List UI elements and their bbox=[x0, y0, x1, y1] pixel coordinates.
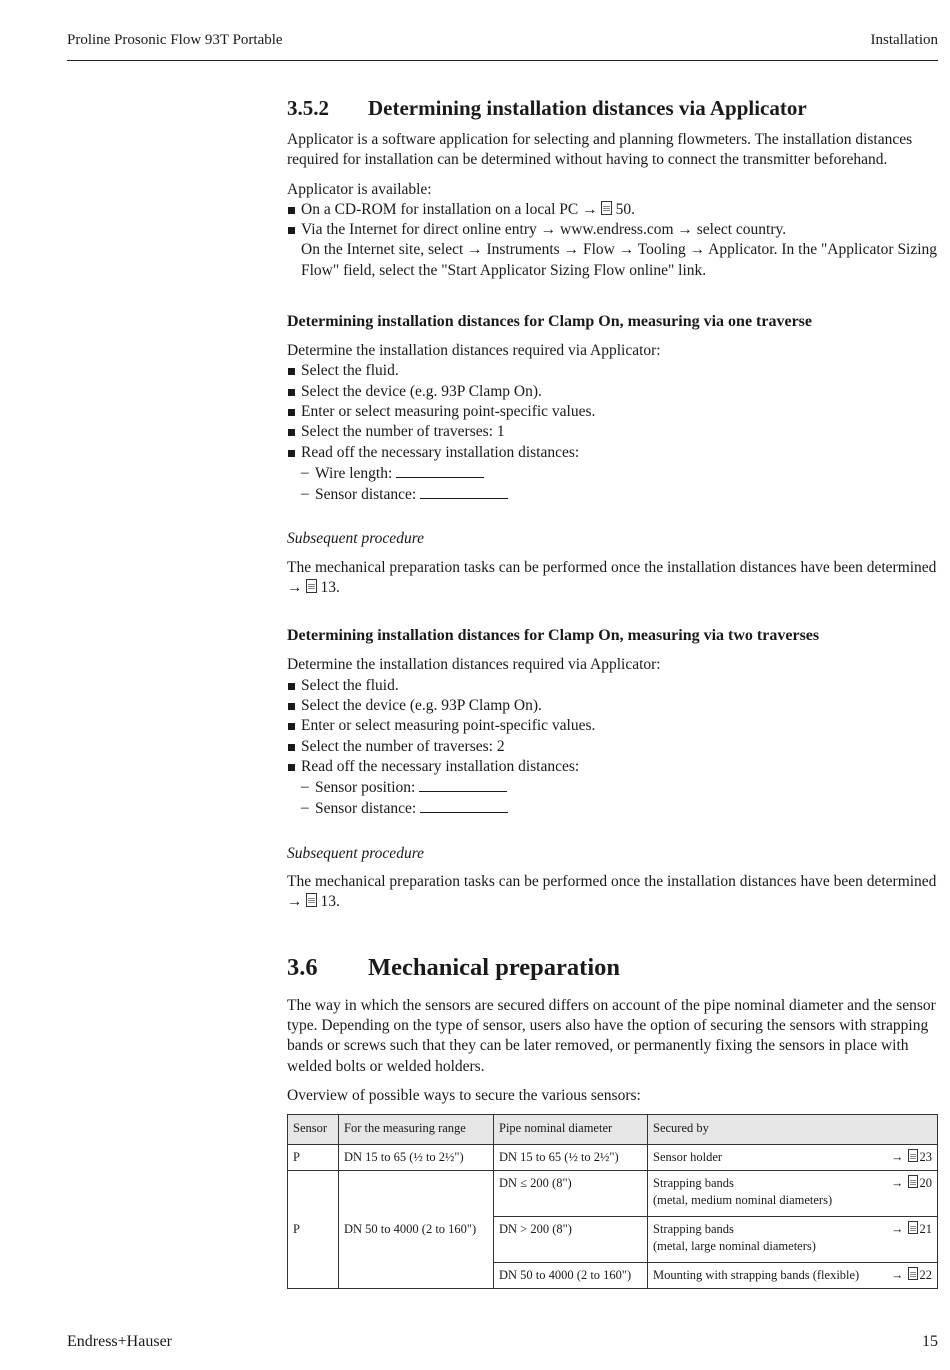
page-reference-icon bbox=[306, 893, 317, 907]
two-traverses-lead: Determine the installation distances required via Applicator: bbox=[287, 656, 661, 674]
section-36-paragraph: The way in which the sensors are secured differs on account of the pipe nominal diameter and the sensor type. Depending on the type of sensor, users also have the option of securing the sensors with strapping bands or screws such that they can be later removed, or permanently fixing the sensors in place with welded bolts or welded holders. bbox=[287, 996, 936, 1075]
procedure-text: The mechanical preparation tasks can be performed once the installation distances have been determined → 13. bbox=[287, 558, 937, 597]
one-traverse-heading: Determining installation distances for Clamp On, measuring via one traverse bbox=[287, 313, 813, 331]
list-item: Select the fluid. bbox=[287, 361, 938, 381]
table-header-cell: Sensor bbox=[288, 1115, 339, 1145]
table-cell: DN > 200 (8") bbox=[494, 1217, 648, 1263]
section-352-intro: Applicator is a software application for selecting and planning flowmeters. The installation distances required for installation can be determined without having to connect the transmitter beforehand. bbox=[287, 131, 913, 169]
blank-line bbox=[396, 463, 484, 478]
list-item: Enter or select measuring point-specific values. bbox=[287, 402, 938, 422]
list-item: On a CD-ROM for installation on a local PC → 50. bbox=[287, 200, 938, 220]
header-section: Installation bbox=[870, 32, 938, 48]
page-reference-icon bbox=[908, 1149, 918, 1162]
two-traverses-values bbox=[287, 777, 938, 820]
page-reference: → 23 bbox=[891, 1150, 932, 1164]
page-header bbox=[67, 30, 938, 61]
page-reference-icon bbox=[908, 1221, 918, 1234]
table-cell: → 21 Strapping bands (metal, large nominal diameters) bbox=[648, 1217, 938, 1263]
available-label: Applicator is available: bbox=[287, 180, 432, 198]
table-cell: DN 15 to 65 (½ to 2½") bbox=[494, 1145, 648, 1171]
availability-list bbox=[287, 200, 938, 281]
table-cell: DN ≤ 200 (8") bbox=[494, 1171, 648, 1217]
section-352-heading bbox=[287, 94, 938, 122]
bullet-icon bbox=[288, 389, 295, 396]
table-cell: DN 15 to 65 (½ to 2½") bbox=[339, 1145, 494, 1171]
bullet-icon bbox=[288, 429, 295, 436]
page-reference: → 20 bbox=[891, 1176, 932, 1190]
table-cell: P bbox=[288, 1171, 339, 1289]
page-ref: 50. bbox=[615, 200, 635, 218]
page-reference-icon bbox=[908, 1267, 918, 1280]
list-item: Via the Internet for direct online entry → www.endress.com → select country. On the Internet site, select → Instruments → Flow → Tooling → Applicator. In the "Applicator Sizing Flow" field, select the "Start Applicator Sizing Flow online" link. bbox=[287, 220, 938, 281]
table-cell: DN 50 to 4000 (2 to 160") bbox=[339, 1171, 494, 1289]
bullet-icon bbox=[288, 227, 295, 234]
bullet-icon bbox=[288, 703, 295, 710]
bullet-icon bbox=[288, 207, 295, 214]
one-traverse-steps bbox=[287, 361, 938, 462]
sub-list-item: – Sensor position: bbox=[287, 777, 938, 798]
table-cell: → 20 Strapping bands (metal, medium nominal diameters) bbox=[648, 1171, 938, 1217]
page-reference: → 21 bbox=[891, 1222, 932, 1236]
table-header-cell: Secured by bbox=[648, 1115, 938, 1145]
table-header-row bbox=[288, 1115, 938, 1145]
blank-line bbox=[420, 798, 508, 813]
one-traverse-lead: Determine the installation distances required via Applicator: bbox=[287, 342, 661, 360]
table-cell: P bbox=[288, 1145, 339, 1171]
bullet-icon bbox=[288, 450, 295, 457]
list-item: Select the number of traverses: 1 bbox=[287, 422, 938, 442]
procedure-text: The mechanical preparation tasks can be performed once the installation distances have been determined → 13. bbox=[287, 873, 937, 911]
bullet-icon bbox=[288, 368, 295, 375]
list-item: Select the device (e.g. 93P Clamp On). bbox=[287, 696, 938, 716]
blank-line bbox=[419, 777, 507, 792]
table-row bbox=[288, 1145, 938, 1171]
page-reference-icon bbox=[306, 579, 317, 593]
one-traverse-values bbox=[287, 463, 938, 506]
table-header-cell: For the measuring range bbox=[339, 1115, 494, 1145]
sub-list-item: – Sensor distance: bbox=[287, 798, 938, 819]
sub-list-item: – Sensor distance: bbox=[287, 484, 938, 505]
bullet-icon bbox=[288, 683, 295, 690]
section-36-heading bbox=[287, 952, 938, 984]
table-cell: → 22 Mounting with strapping bands (flexible) bbox=[648, 1263, 938, 1289]
bullet-icon bbox=[288, 744, 295, 751]
bullet-icon bbox=[288, 723, 295, 730]
table-cell: Sensor holder → 23 bbox=[648, 1145, 938, 1171]
list-item: Read off the necessary installation distances: bbox=[287, 443, 938, 463]
table-header-cell: Pipe nominal diameter bbox=[494, 1115, 648, 1145]
overview-text: Overview of possible ways to secure the various sensors: bbox=[287, 1086, 641, 1104]
subsequent-procedure-label: Subsequent procedure bbox=[287, 530, 425, 548]
table-cell: DN 50 to 4000 (2 to 160") bbox=[494, 1263, 648, 1289]
page-reference-icon bbox=[908, 1175, 918, 1188]
two-traverses-heading: Determining installation distances for Clamp On, measuring via two traverses bbox=[287, 627, 820, 645]
section-title: Mechanical preparation bbox=[368, 953, 621, 981]
bullet-icon bbox=[288, 764, 295, 771]
table-row bbox=[288, 1171, 938, 1217]
sensor-mounting-table bbox=[287, 1114, 938, 1289]
page-number: 15 bbox=[922, 1333, 938, 1350]
footer-company: Endress+Hauser bbox=[67, 1333, 172, 1350]
page-reference-icon bbox=[601, 201, 612, 215]
two-traverses-steps bbox=[287, 676, 938, 777]
list-item: Select the number of traverses: 2 bbox=[287, 737, 938, 757]
list-item: Read off the necessary installation distances: bbox=[287, 757, 938, 777]
page-reference: → 22 bbox=[891, 1268, 932, 1282]
sub-list-item: – Wire length: bbox=[287, 463, 938, 484]
section-number: 3.6 bbox=[287, 953, 318, 981]
list-item: Enter or select measuring point-specific values. bbox=[287, 716, 938, 736]
list-item: Select the fluid. bbox=[287, 676, 938, 696]
header-title: Proline Prosonic Flow 93T Portable bbox=[67, 32, 283, 48]
main-content bbox=[287, 94, 938, 1115]
subsequent-procedure-label: Subsequent procedure bbox=[287, 844, 425, 862]
section-number: 3.5.2 bbox=[287, 96, 329, 120]
bullet-icon bbox=[288, 409, 295, 416]
blank-line bbox=[420, 484, 508, 499]
list-item: Select the device (e.g. 93P Clamp On). bbox=[287, 382, 938, 402]
section-title: Determining installation distances via Applicator bbox=[368, 96, 807, 120]
